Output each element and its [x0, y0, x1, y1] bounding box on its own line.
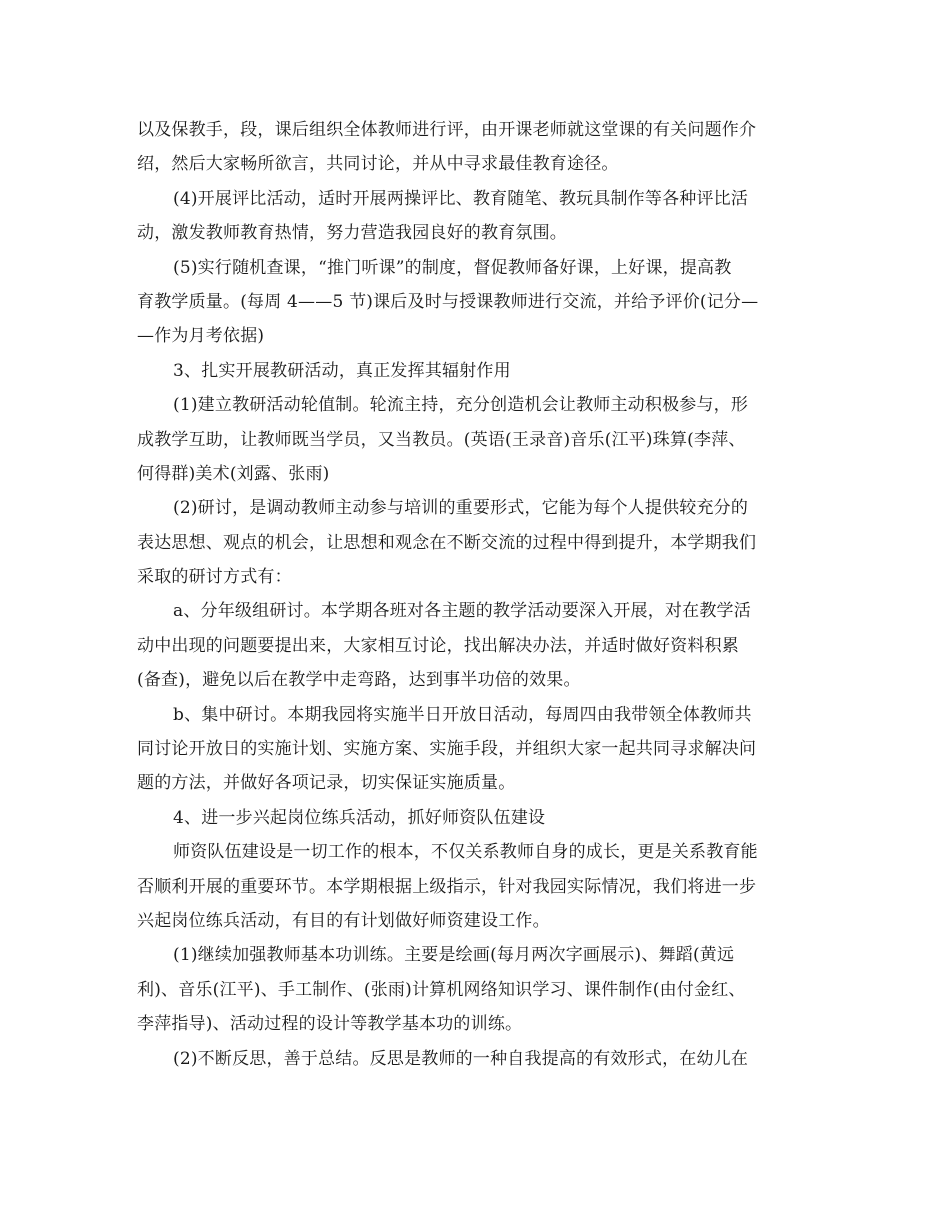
text-line: (1)建立教研活动轮值制。轮流主持，充分创造机会让教师主动积极参与，形 [173, 395, 749, 416]
text-line: 兴起岗位练兵活动，有目的有计划做好师资建设工作。 [137, 910, 550, 931]
text-line: 以及保教手，段，课后组织全体教师进行评，由开课老师就这堂课的有关问题作介 [137, 120, 757, 140]
text-line: 绍，然后大家畅所欲言，共同讨论，并从中寻求最佳教育途径。 [137, 154, 619, 175]
text-line: 师资队伍建设是一切工作的根本，不仅关系教师自身的成长，更是关系教育能 [173, 842, 758, 863]
text-line: 采取的研讨方式有： [137, 567, 292, 588]
text-line: b、集中研讨。本期我园将实施半日开放日活动，每周四由我带领全体教师共 [173, 704, 752, 725]
text-line: 表达思想、观点的机会，让思想和观念在不断交流的过程中得到提升，本学期我们 [137, 532, 757, 553]
text-line: (5)实行随机查课，“推门听课”的制度，督促教师备好课，上好课，提高教 [173, 257, 732, 278]
text-line: 育教学质量。(每周 4——5 节)课后及时与授课教师进行交流，并给予评价(记分— [137, 291, 759, 312]
text-line: 李萍指导)、活动过程的设计等教学基本功的训练。 [137, 1014, 523, 1035]
text-line: 成教学互助，让教师既当学员，又当教员。(英语(王录音)音乐(江平)珠算(李萍、 [137, 429, 746, 450]
text-line: 题的方法，并做好各项记录，切实保证实施质量。 [137, 773, 516, 794]
text-line: 利)、音乐(江平)、手工制作、(张雨)计算机网络知识学习、课件制作(由付金红、 [137, 979, 746, 1000]
text-line: 4、进一步兴起岗位练兵活动，抓好师资队伍建设 [173, 807, 546, 828]
text-line: 何得群)美术(刘露、张雨) [137, 463, 330, 484]
text-line: 同讨论开放日的实施计划、实施方案、实施手段，并组织大家一起共同寻求解决问 [137, 739, 757, 760]
text-line: a、分年级组研讨。本学期各班对各主题的教学活动要深入开展，对在教学活 [173, 601, 751, 622]
text-line: (2)研讨，是调动教师主动参与培训的重要形式，它能为每个人提供较充分的 [173, 498, 749, 519]
text-line: (备查)，避免以后在教学中走弯路，达到事半功倍的效果。 [137, 670, 581, 691]
text-line: 动，激发教师教育热情，努力营造我园良好的教育氛围。 [137, 223, 567, 244]
text-line: 否顺利开展的重要环节。本学期根据上级指示，针对我园实际情况，我们将进一步 [137, 876, 757, 897]
text-line: (2)不断反思，善于总结。反思是教师的一种自我提高的有效形式，在幼儿在 [173, 1048, 749, 1069]
text-line: (4)开展评比活动，适时开展两操评比、教育随笔、教玩具制作等各种评比活 [173, 188, 749, 209]
text-line: (1)继续加强教师基本功训练。主要是绘画(每月两次字画展示)、舞蹈(黄远 [173, 945, 735, 966]
text-line: 3、扎实开展教研活动，真正发挥其辐射作用 [173, 360, 511, 381]
text-line: 动中出现的问题要提出来，大家相互讨论，找出解决办法，并适时做好资料积累 [137, 635, 739, 656]
text-line: —作为月考依据) [137, 326, 265, 347]
document-body [137, 113, 817, 1076]
